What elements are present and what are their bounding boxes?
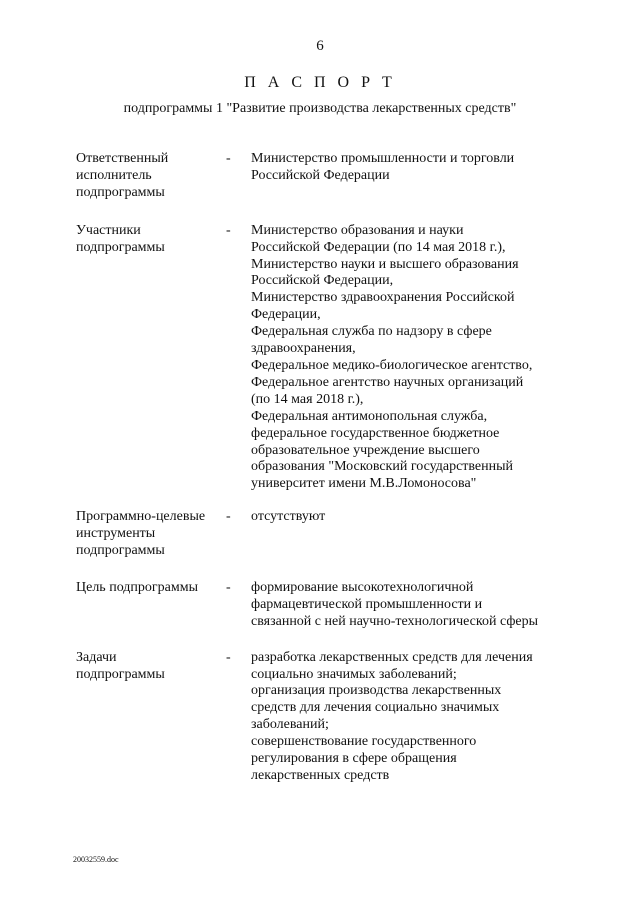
row-value-line: федеральное государственное бюджетное [251, 425, 500, 441]
row-value [251, 650, 576, 785]
row-value-line: (по 14 мая 2018 г.), [251, 391, 364, 407]
row-value-line: Федеральное агентство научных организаций [251, 374, 524, 390]
document-code: 20032559.doc [73, 855, 119, 864]
row-label-line: инструменты [76, 526, 156, 542]
row-value-line: регулирования в сфере обращения [251, 751, 457, 767]
row-value [251, 223, 576, 494]
row-value [251, 580, 576, 631]
passport-row [76, 580, 576, 631]
row-value-line: Федеральная антимонопольная служба, [251, 408, 488, 424]
row-value [251, 509, 576, 560]
row-label-line: Задачи [76, 649, 117, 665]
row-value-line: Федеральное медико-биологическое агентство, [251, 357, 533, 373]
row-dash: - [226, 649, 231, 665]
row-value-line: средств для лечения социально значимых [251, 700, 500, 716]
row-dash: - [226, 509, 231, 525]
row-value-line: Федеральная служба по надзору в сфере [251, 324, 492, 340]
row-value-line: связанной с ней научно-технологической сферы [251, 613, 539, 629]
row-value-line: образовательное учреждение высшего [251, 442, 480, 458]
row-label-line: подпрограммы [76, 239, 165, 255]
row-label [76, 509, 226, 560]
row-value-line: Министерство здравоохранения Российской [251, 290, 515, 306]
page-number: 6 [316, 38, 324, 54]
row-label-line: подпрограммы [76, 543, 165, 559]
row-label-line: Программно-целевые [76, 509, 206, 525]
row-value-line: Российской Федерации, [251, 273, 394, 289]
row-label [76, 151, 226, 202]
row-value [251, 151, 576, 202]
row-dash: - [226, 579, 231, 595]
row-dash: - [226, 151, 231, 166]
row-value-line: формирование высокотехнологичной [251, 579, 474, 595]
passport-table [76, 151, 576, 785]
row-value-line: организация производства лекарственных [251, 683, 502, 699]
row-value-line: университет имени М.В.Ломоносова" [251, 476, 477, 492]
page-title: П А С П О Р Т [244, 74, 396, 91]
row-value-line: фармацевтической промышленности и [251, 596, 483, 612]
row-value-line: Российской Федерации [251, 167, 390, 183]
row-value-line: Министерство промышленности и торговли [251, 151, 515, 166]
row-label-line: подпрограммы [76, 184, 165, 200]
row-value-line: совершенствование государственного [251, 734, 477, 750]
passport-row [76, 223, 576, 494]
row-value-line: заболеваний; [251, 717, 329, 733]
row-value-line: Министерство науки и высшего образования [251, 256, 519, 272]
row-label-line: исполнитель [76, 167, 152, 183]
row-value-line: отсутствуют [251, 509, 326, 525]
passport-row [76, 509, 576, 560]
passport-row [76, 650, 576, 785]
row-value-line: здравоохранения, [251, 341, 356, 357]
row-label [76, 580, 226, 631]
page-subtitle: подпрограммы 1 "Развитие производства лекарственных средств" [123, 101, 517, 116]
row-label-line: подпрограммы [76, 666, 165, 682]
row-value-line: Российской Федерации (по 14 мая 2018 г.), [251, 239, 506, 255]
row-dash: - [226, 222, 231, 238]
row-value-line: лекарственных средств [251, 768, 390, 783]
row-value-line: Министерство образования и науки [251, 222, 464, 238]
row-value-line: социально значимых заболеваний; [251, 666, 457, 682]
row-label [76, 650, 226, 785]
passport-row [76, 151, 576, 202]
row-value-line: разработка лекарственных средств для лечения [251, 649, 533, 665]
row-label-line: Ответственный [76, 151, 169, 166]
row-label-line: Участники [76, 222, 141, 238]
row-label-line: Цель подпрограммы [76, 579, 198, 595]
row-label [76, 223, 226, 494]
row-value-line: образования "Московский государственный [251, 459, 514, 475]
row-value-line: Федерации, [251, 307, 321, 323]
